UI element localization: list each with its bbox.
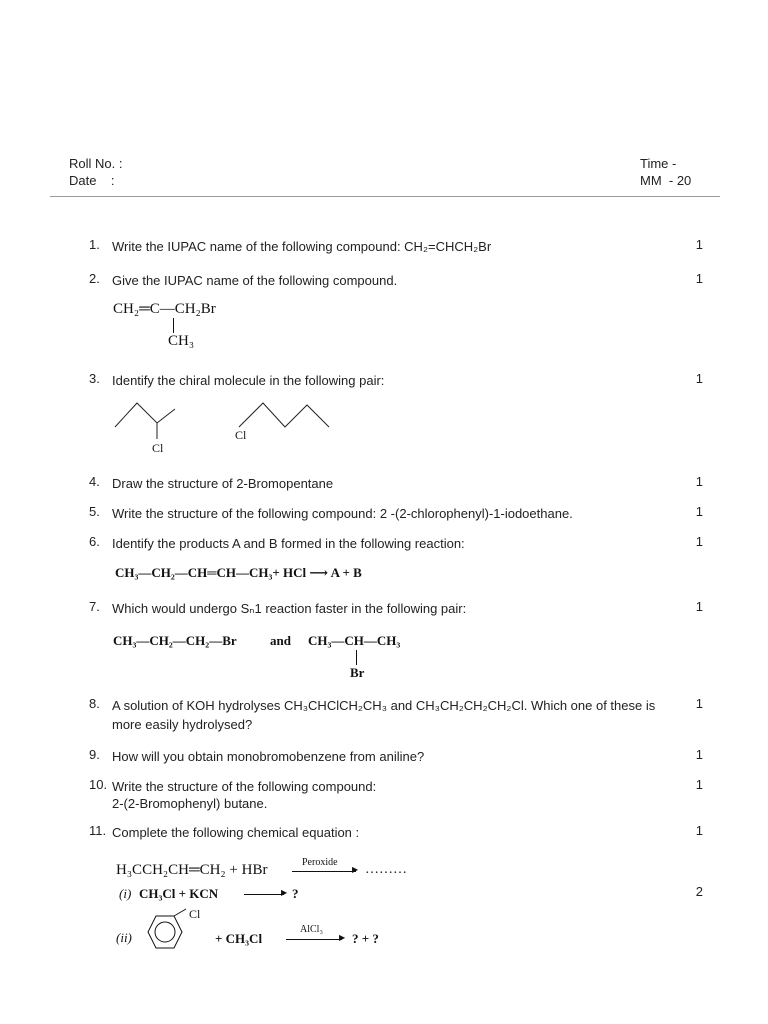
question-number: 2. [89, 271, 100, 286]
question-number: 8. [89, 696, 100, 711]
question-marks: 1 [695, 271, 703, 286]
question-text: A solution of KOH hydrolyses CH₃CHClCH₂CH₃ and CH₃CH₂CH₂CH₂Cl. Which one of these is more easily hydrolysed? [112, 698, 656, 732]
q12-i-arrowhead: ▶ [281, 888, 288, 897]
question-marks: 1 [695, 823, 703, 838]
question-marks: 1 [695, 504, 703, 519]
q12-ii-product: ? + ? [352, 931, 379, 946]
question-text-line2: 2-(2-Bromophenyl) butane. [112, 796, 268, 811]
roll-no-label: Roll No. : [69, 156, 123, 171]
q12-i-equation: CH₃Cl + KCN [139, 886, 219, 901]
q7-left-compound: CH₃—CH₂—CH₂—Br [113, 633, 237, 648]
q7-and: and [270, 633, 291, 648]
q12-ii-label: (ii) [116, 930, 132, 945]
question-text: Draw the structure of 2-Bromopentane [112, 476, 334, 491]
q12-ii-arrowhead: ▶ [339, 933, 346, 942]
question-marks: 1 [695, 777, 703, 792]
q12-i-label: (i) [119, 886, 132, 901]
question-text: Give the IUPAC name of the following compound. [112, 273, 398, 288]
question-marks: 1 [695, 599, 703, 614]
q12-i-product: ? [292, 886, 299, 901]
question-text: Write the IUPAC name of the following compound: CH₂=CHCH₂Br [112, 239, 492, 254]
q12-marks: 2 [695, 884, 703, 899]
question-number: 1. [89, 237, 100, 252]
question-text: Identify the products A and B formed in the following reaction: [112, 536, 465, 551]
q2-branch-bond [173, 318, 174, 333]
q2-structure-branch: CH₃ [168, 333, 195, 349]
q11-product: ……… [365, 862, 407, 877]
question-text: Complete the following chemical equation : [112, 825, 360, 840]
q3-left-molecule [115, 403, 175, 439]
q3-cl-left: Cl [152, 441, 164, 455]
time-label: Time - [640, 156, 677, 171]
q11-reactant: H₃CCH₂CH═CH₂ + HBr [116, 862, 268, 878]
q3-right-molecule [239, 403, 329, 427]
q6-reaction: CH₃—CH₂—CH═CH—CH₃+ HCl ⟶ A + B [115, 565, 362, 580]
q12-ii-reagent: + CH₃Cl [215, 931, 263, 946]
question-number: 10. [89, 777, 108, 792]
question-marks: 1 [695, 747, 703, 762]
q11-arrow-label: Peroxide [302, 857, 338, 868]
question-text: How will you obtain monobromobenzene from aniline? [112, 749, 425, 764]
q11-arrowhead: ▶ [352, 865, 359, 874]
question-number: 4. [89, 474, 100, 489]
question-number: 9. [89, 747, 100, 762]
question-number: 6. [89, 534, 100, 549]
question-marks: 1 [695, 534, 703, 549]
question-marks: 1 [695, 474, 703, 489]
question-text: Write the structure of the following compound: [112, 779, 377, 794]
q12-ii-catalyst: AlCl₃ [300, 924, 323, 935]
max-marks-label: MM - 20 [640, 173, 692, 188]
question-number: 5. [89, 504, 100, 519]
question-number: 7. [89, 599, 100, 614]
q12-ii-arrow [286, 939, 342, 940]
question-number: 3. [89, 371, 100, 386]
q7-br: Br [350, 665, 365, 680]
q12-i-arrow [244, 894, 284, 895]
question-number: 11. [89, 823, 107, 838]
question-marks: 1 [695, 371, 703, 386]
header-divider [50, 196, 720, 197]
q7-branch-bond [356, 650, 357, 665]
q11-arrow [292, 871, 356, 872]
question-marks: 1 [695, 696, 703, 711]
question-text: Identify the chiral molecule in the following pair: [112, 373, 385, 388]
q3-cl-right: Cl [235, 428, 247, 442]
q2-structure-main: CH₂═C—CH₂Br [113, 301, 216, 317]
date-label: Date : [69, 173, 115, 188]
question-text: Which would undergo Sₙ1 reaction faster in the following pair: [112, 601, 467, 616]
question-marks: 1 [695, 237, 703, 252]
q7-right-compound: CH₃—CH—CH₃ [308, 633, 401, 648]
q12-ii-cl: Cl [189, 907, 201, 921]
q12-ii-benzene [136, 906, 196, 958]
q3-skeletal-structures [105, 395, 345, 460]
question-text: Write the structure of the following compound: 2 -(2-chlorophenyl)-1-iodoethane. [112, 506, 573, 521]
